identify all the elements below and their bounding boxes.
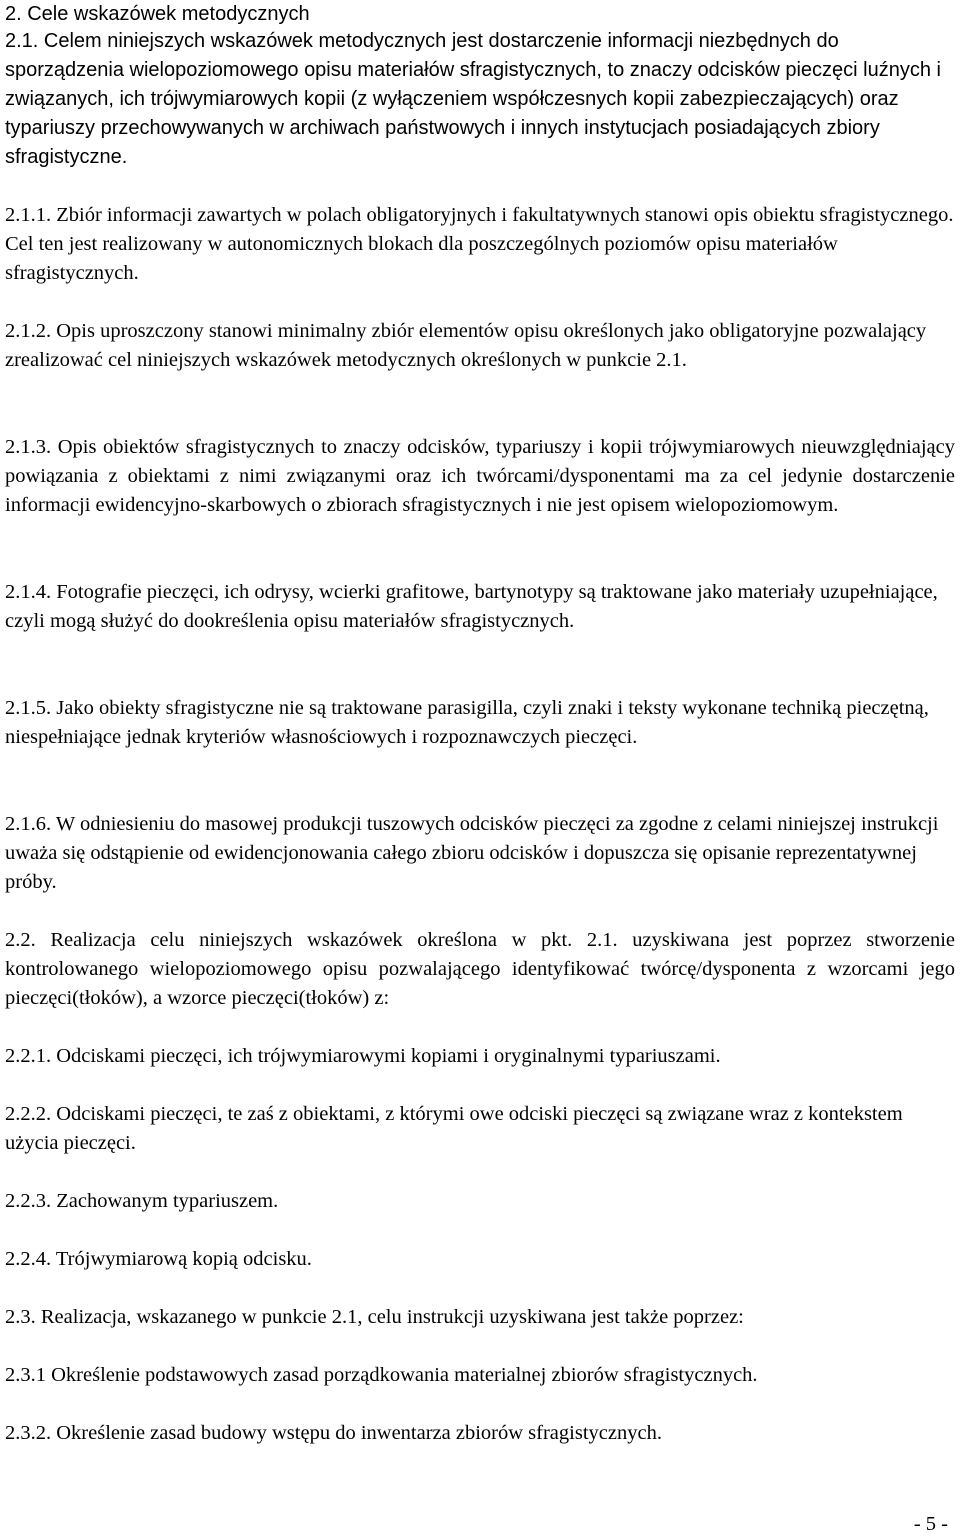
- paragraph-2-1: 2.1. Celem niniejszych wskazówek metodycznych jest dostarczenie informacji niezbędnych do sporządzenia wielopoziomowego opisu materiałów sfragistycznych, to znaczy odcisków pieczęci luźnych i związanych, ich trójwymiarowych kopii (z wyłączeniem współczesnych kopii zabezpieczających) oraz typariuszy przechowywanych w archiwach państwowych i innych instytucjach posiadających zbiory sfragistyczne.: [5, 30, 941, 168]
- page-number: - 5 -: [913, 1513, 948, 1535]
- paragraph-2-1-6: 2.1.6. W odniesieniu do masowej produkcji tuszowych odcisków pieczęci za zgodne z celami niniejszej instrukcji uważa się odstąpienie od ewidencjonowania całego zbioru odcisków i dopuszcza się opisanie reprezentatywnej próby.: [5, 813, 939, 893]
- paragraph-2-3-2: 2.3.2. Określenie zasad budowy wstępu do inwentarza zbiorów sfragistycznych.: [5, 1422, 662, 1444]
- paragraph-2-1-2: 2.1.2. Opis uproszczony stanowi minimalny zbiór elementów opisu określonych jako obligatoryjne pozwalający zrealizować cel niniejszych wskazówek metodycznych określonych w punkcie 2.1.: [5, 320, 927, 371]
- paragraph-2-1-1: 2.1.1. Zbiór informacji zawartych w polach obligatoryjnych i fakultatywnych stanowi opis obiektu sfragistycznego. Cel ten jest realizowany w autonomicznych blokach dla poszczególnych poziomów opisu materiałów sfragistycznych.: [5, 204, 954, 284]
- paragraph-2-2: 2.2. Realizacja celu niniejszych wskazówek określona w pkt. 2.1. uzyskiwana jest poprzez stworzenie kontrolowanego wielopoziomowego opisu pozwalającego identyfikować twórcę/dysponenta z wzorcami jego pieczęci(tłoków), a wzorce pieczęci(tłoków) z:: [5, 929, 955, 1009]
- paragraph-2-2-2: 2.2.2. Odciskami pieczęci, te zaś z obiektami, z którymi owe odciski pieczęci są związane wraz z kontekstem użycia pieczęci.: [5, 1103, 903, 1154]
- paragraph-2-2-3: 2.2.3. Zachowanym typariuszem.: [5, 1190, 279, 1212]
- paragraph-2-1-5: 2.1.5. Jako obiekty sfragistyczne nie są traktowane parasigilla, czyli znaki i teksty wykonane techniką pieczętną, niespełniające jednak kryteriów własnościowych i rozpoznawczych pieczęci.: [5, 697, 929, 748]
- paragraph-2-2-1: 2.2.1. Odciskami pieczęci, ich trójwymiarowymi kopiami i oryginalnymi typariuszami.: [5, 1045, 721, 1067]
- paragraph-2-3-1: 2.3.1 Określenie podstawowych zasad porządkowania materialnej zbiorów sfragistycznych.: [5, 1364, 758, 1386]
- paragraph-2-1-4: 2.1.4. Fotografie pieczęci, ich odrysy, wcierki grafitowe, bartynotypy są traktowane jako materiały uzupełniające, czyli mogą służyć do dookreślenia opisu materiałów sfragistycznych.: [5, 581, 938, 632]
- paragraph-2-2-4: 2.2.4. Trójwymiarową kopią odcisku.: [5, 1248, 312, 1270]
- paragraph-2-3: 2.3. Realizacja, wskazanego w punkcie 2.1, celu instrukcji uzyskiwana jest także poprzez:: [5, 1306, 744, 1328]
- paragraph-2-1-3: 2.1.3. Opis obiektów sfragistycznych to znaczy odcisków, typariuszy i kopii trójwymiarowych nieuwzględniający powiązania z obiektami z nimi związanymi oraz ich twórcami/dysponentami ma za cel jedynie dostarczenie informacji ewidencyjno-skarbowych o zbiorach sfragistycznych i nie jest opisem wielopoziomowym.: [5, 436, 955, 516]
- section-heading: 2. Cele wskazówek metodycznych: [5, 3, 310, 25]
